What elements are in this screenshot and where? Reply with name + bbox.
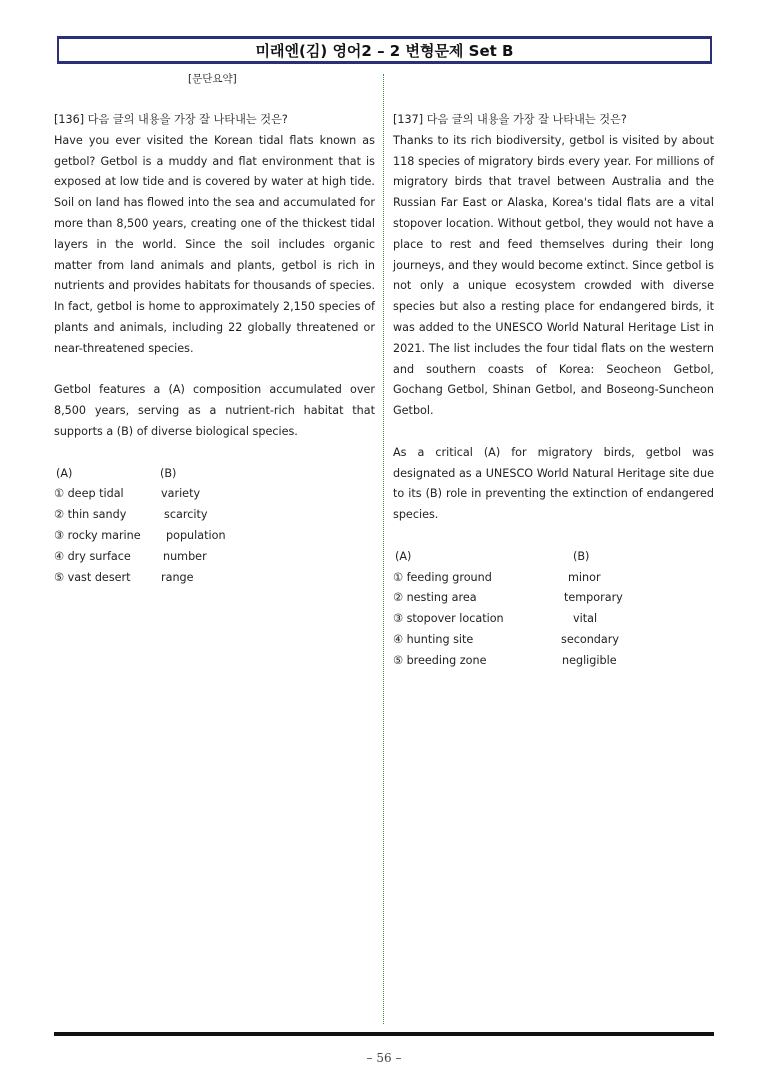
choice-a-text: ③ stopover location xyxy=(393,612,504,626)
choice-header xyxy=(393,547,714,568)
question-136-summary: Getbol features a (A) composition accumulated over 8,500 years, serving as a nutrient-rich habitat that supports a (B) of diverse biological species. xyxy=(54,383,375,438)
choice-option[interactable] xyxy=(393,630,714,651)
choice-option[interactable] xyxy=(393,609,714,630)
choice-option[interactable] xyxy=(54,484,375,505)
choice-a-text: ④ hunting site xyxy=(393,632,474,646)
choice-option[interactable] xyxy=(54,547,375,568)
page-title: 미래엔(김) 영어2 – 2 변형문제 Set B xyxy=(57,36,712,64)
choice-b-text: minor xyxy=(568,570,601,584)
choice-option[interactable] xyxy=(54,526,375,547)
choice-a-text: ① feeding ground xyxy=(393,570,492,584)
choice-b-text: secondary xyxy=(561,632,619,646)
choice-b-text: number xyxy=(163,549,207,563)
choice-b-text: scarcity xyxy=(164,508,208,522)
choice-option[interactable] xyxy=(393,588,714,609)
question-137-prompt: [137] 다음 글의 내용을 가장 잘 나타내는 것은? xyxy=(393,113,627,126)
choice-b-text: negligible xyxy=(562,653,617,667)
question-137-choices xyxy=(393,547,714,672)
column-b-header: (B) xyxy=(160,466,177,480)
footer-rule xyxy=(54,1032,714,1036)
question-137-summary: As a critical (A) for migratory birds, getbol was designated as a UNESCO World Natural Heritage site due to its (B) role in preventing the extinction of endangered species. xyxy=(393,445,714,522)
choice-option[interactable] xyxy=(54,505,375,526)
choice-option[interactable] xyxy=(393,651,714,672)
question-136-prompt: [136] 다음 글의 내용을 가장 잘 나타내는 것은? xyxy=(54,113,288,126)
question-136-choices xyxy=(54,464,375,589)
choice-a-text: ④ dry surface xyxy=(54,549,131,563)
question-137-passage: Thanks to its rich biodiversity, getbol is visited by about 118 species of migratory birds every year. For millions of migratory birds that travel between Australia and the Russian Far East or Alaska, Korea's tidal flats are a vital stopover location. Without getbol, they would not have a place to rest and feed themselves during their long journeys, and they would become extinct. Since getbol is not only a unique ecosystem crowded with diverse species but also a resting place for endangered birds, it was added to the UNESCO World Natural Heritage List in 2021. The list includes the four tidal flats on the western and southern coasts of Korea: Seocheon Getbol, Gochang Getbol, Shinan Getbol, and Boseong-Suncheon Getbol. xyxy=(393,133,714,418)
column-b-header: (B) xyxy=(573,549,590,563)
choice-b-text: population xyxy=(166,528,226,542)
question-136-passage: Have you ever visited the Korean tidal flats known as getbol? Getbol is a muddy and flat environment that is exposed at low tide and is covered by water at high tide. Soil on land has flowed into the sea and accumulated for more than 8,500 years, creating one of the thickest tidal layers in the world. Since the soil includes organic matter from land animals and plants, getbol is rich in nutrients and provides habitats for thousands of species. In fact, getbol is home to approximately 2,150 species of plants and animals, including 22 globally threatened or near-threatened species. xyxy=(54,133,375,355)
choice-a-text: ② thin sandy xyxy=(54,508,127,522)
section-label: [문단요약] xyxy=(188,73,237,85)
choice-a-text: ⑤ breeding zone xyxy=(393,653,487,667)
choice-b-text: variety xyxy=(161,487,201,501)
choice-a-text: ① deep tidal xyxy=(54,487,124,501)
choice-a-text: ③ rocky marine xyxy=(54,528,141,542)
page-number: – 56 – xyxy=(366,1051,402,1065)
question-137 xyxy=(393,110,714,672)
choice-b-text: temporary xyxy=(564,591,623,605)
choice-a-text: ② nesting area xyxy=(393,591,477,605)
choice-a-text: ⑤ vast desert xyxy=(54,570,131,584)
choice-header xyxy=(54,464,375,485)
question-136 xyxy=(54,110,375,588)
choice-option[interactable] xyxy=(393,568,714,589)
column-divider xyxy=(383,74,384,1024)
choice-b-text: vital xyxy=(573,612,598,626)
choice-option[interactable] xyxy=(54,568,375,589)
choice-b-text: range xyxy=(161,570,194,584)
column-a-header: (A) xyxy=(395,549,412,563)
column-a-header: (A) xyxy=(56,466,73,480)
